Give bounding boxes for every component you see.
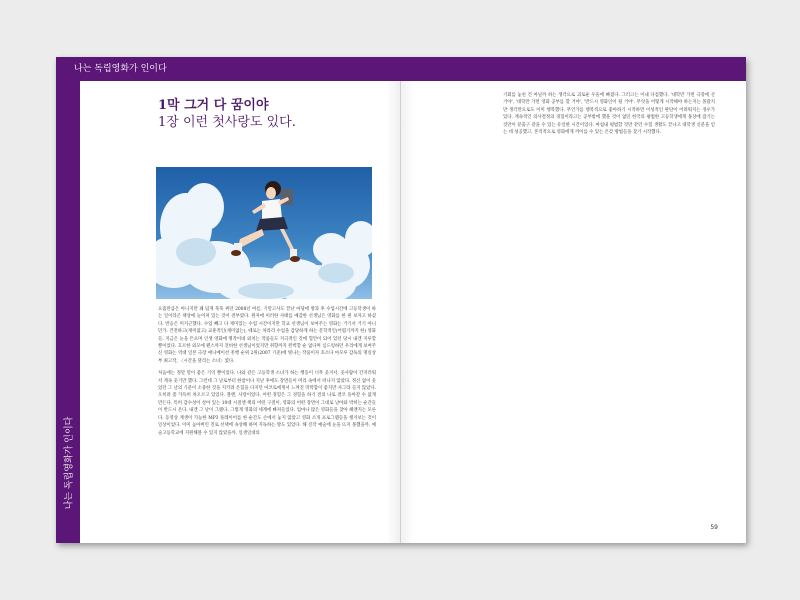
left-paragraph-2: 처음에는 정말 말이 좋은 기억 뿐이었다. 나와 같은 고등학생 소녀가 하는 행동이 너무 웃겨서, 웃사람이 간지러워서 계속 웃기만 했다. 그런데 그 날로부터 한참이나 지난 후에도 장면들이 머리 속에서 떠나지 않았다. 정신 없이 웃었던 그 날의 기분이 소중한 것을 지키려 온힘을 다지던 마코토에게서 느껴진 막막함이 좋지만 사그라 들지 않았다. 오히려 좀 가득히 차오르고 있었다. 볼멘, 사랑이었다. 어떤 경험은 그 경험을 하기 전의 나로 결코 돌아갈 수 없게 만든다. 특히 감수성이 살아 있는 10대 시절엔 책의 어떤 구절이, 영화의 어떤 장면이 그대로 날아와 박히는 순간들이 반드시 온다. 내겐 그 날이 그랬다. 그렇게 영화의 세계에 빠져들었다. 엄마나 많은 영화들을 찾아 헤맨지는 모른다. 동영상 재생이 가능한 MP3 플레이어를 한 순간도 손에서 놓지 않았고 영화 소개 프로그램들을 챙겨보는 것이 일상이었다. 이미 높아버린 진로 선택에 속상해 하며 지독하는 방도 있었다. 해 진작 예술에 눈을 뜨지 못했을까, 예술고등학교에 지원해볼 수 있지 않았을까. 일생일대의: [158, 371, 376, 436]
spine-text: 나는 독립영화가 인이다: [64, 416, 75, 510]
chapter-heading: [158, 97, 388, 131]
anime-illustration: [156, 167, 372, 299]
right-body-text: [503, 92, 715, 136]
page-number: 59: [710, 524, 718, 531]
chapter-title: 1막 그거 다 꿈이야: [158, 98, 269, 113]
left-body-text: [158, 306, 376, 442]
chapter-subtitle: 1장 이런 첫사랑도 있다.: [158, 115, 296, 130]
spine-label: [56, 393, 80, 533]
page-gutter: [400, 81, 401, 543]
spine-bar: [56, 81, 80, 543]
top-header-bar: [56, 57, 746, 81]
right-paragraph-1: 기회를 놓친 건 아닐까 하는 생각으로 괴로운 우울에 빠졌다. 그러고는 이내 다짐했다. '대학만 가면 극장에 산 거야', '대학만 가면 영화 공부를 할 거야', '반드시 영화인이 될 거야'. 무엇을 어떻게 시작해야 하는지는 몰랐지만 생각만으로도 이미 행복했다. 무언가를 행복적으로 좋아하기 시작하면 이성적인 판단이 어려워지는 경우가 있다. 계속적인 의사결정의 경험이라고는 공부밖에 했을 것이 없던 한국의 평범한 고등학생에게 몽상에 잠기는 것만이 분출구 같을 수 있는 유일한 시간이었다. 마침내 평범할 것만 같던 수험 생활도 끝나고 대학생 신분을 얻는 데 성공했고, 본격적으로 영화에게 까이를 수 있는 온갖 방법들을 찾기 시작했다.: [503, 93, 715, 136]
book-spread: [56, 57, 746, 543]
left-paragraph-1: 요즘만큼은 아니지만 꽤 덥게 푹푹 찌던 2008년 여름, 기말고사도 끝난 마당에 방과 후 수업시간에 고등학생이 하는 일이라곤 책상에 늘어져 있는 것이 전부였다. 원자에 이러한 사태를 예감한 선생님은 영화를 한 편 보자고 하셨다. 반응은 미지근했다. 수업 빼고 다 재미있는 수업 시간이지만 학교 선생님이 보여주는 영화는 거기서 거기 아니던가. 건전하고(재미없고) 교훈적인(재미없는), 때로는 차라리 수업을 감당하게 하는 문학적인(어렵기까지 한) 영화들. 지금은 눈을 뜬으며 인생 영화에 명작이네 외치는 작품들도 지극적인 것에 혈안이 되어 있던 당시 내겐 지루할 뿐이었다. 흐르한 외모에 펜스까지 견비한 선생님이었지만 취향까지 완벽할 순 없다며 심드렁하던 우리에게 보여주신 영화는 역대 일본 극장 애니메이션 흥행 순위 2위(2007 기준)에 빛나는 작품이자 호소다 마모루 감독의 명실상부 최고작, 〈시간을 달리는 소녀〉였다.: [158, 307, 376, 364]
running-head: 나는 독립영화가 인이다: [74, 64, 167, 74]
